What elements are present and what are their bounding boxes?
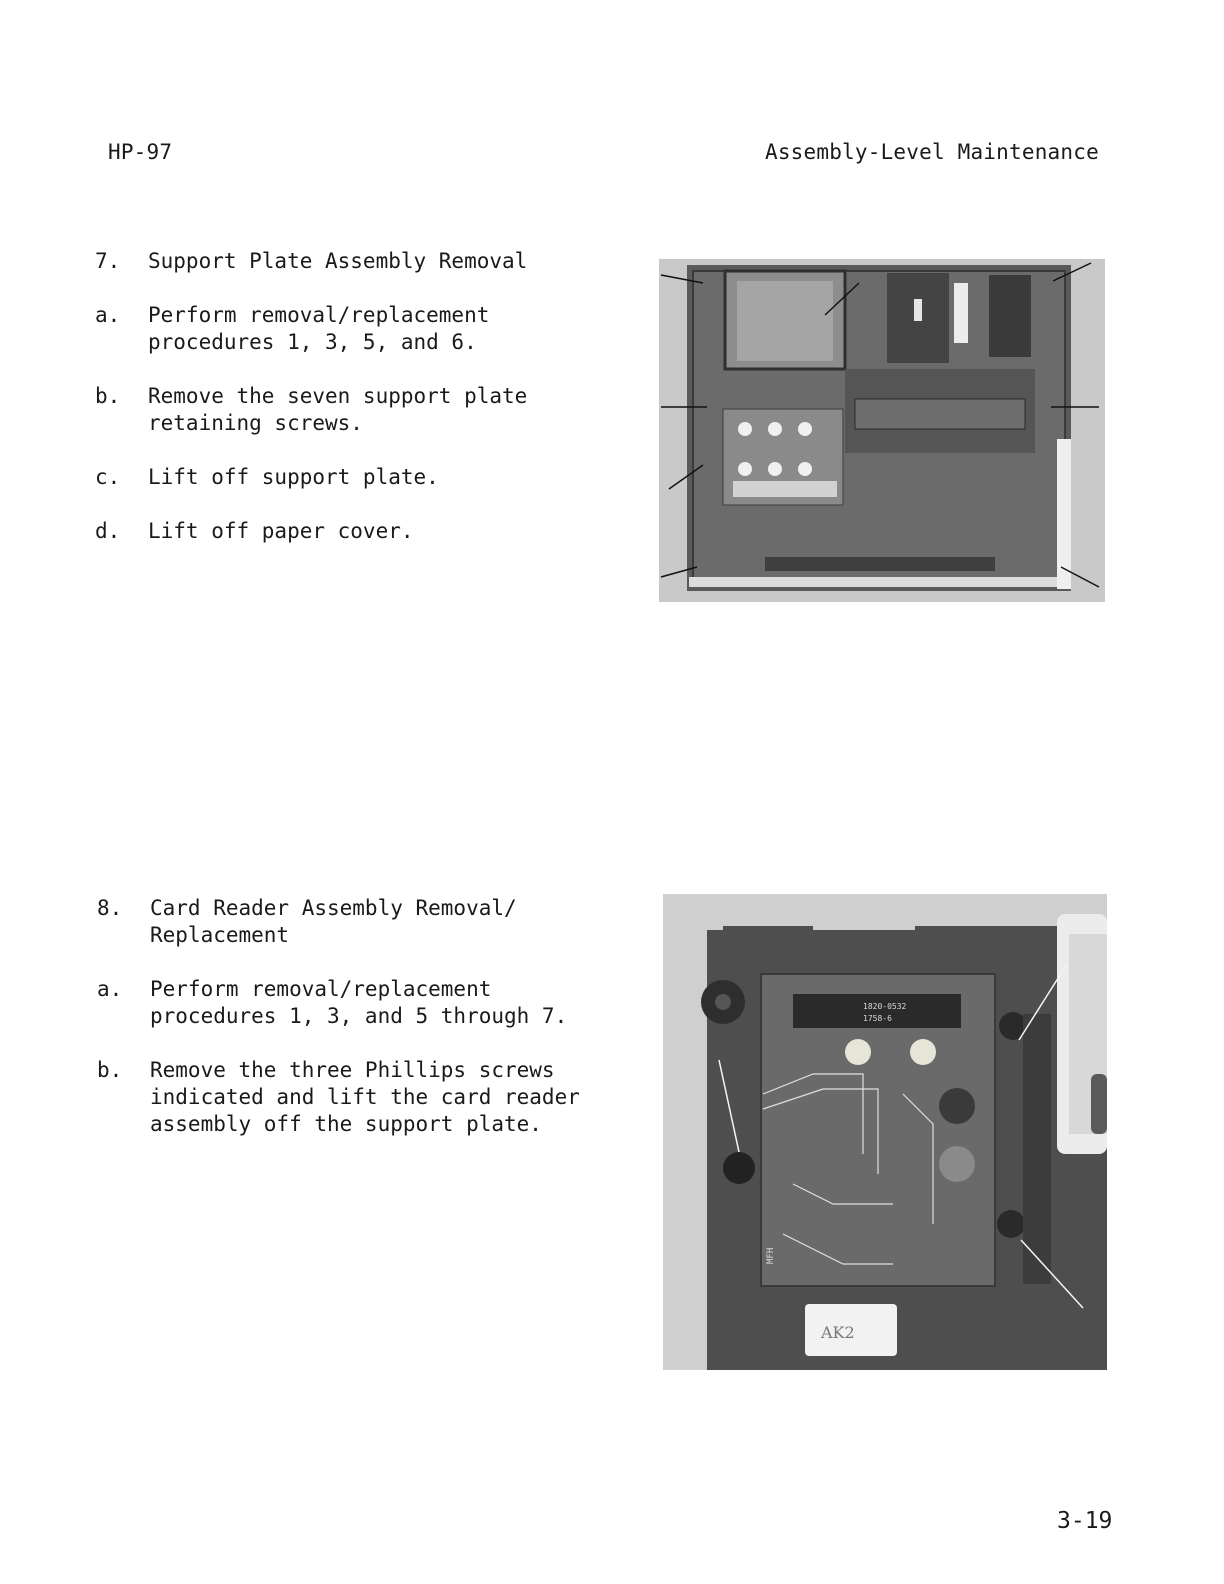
step-text: Remove the three Phillips screws indicated and lift the card reader assembly off the support plate. [150, 1058, 580, 1136]
step-label: b. [95, 384, 121, 408]
step-label: b. [97, 1058, 123, 1082]
step-7a [95, 302, 615, 356]
step-7b [95, 383, 615, 437]
section-8-heading [97, 895, 637, 949]
step-8b [97, 1057, 637, 1138]
step-8a [97, 976, 637, 1030]
step-text: Perform removal/replacement procedures 1, 3, and 5 through 7. [150, 977, 568, 1028]
step-text: Remove the seven support plate retaining screws. [148, 384, 528, 435]
page-number: 3-19 [1057, 1508, 1113, 1534]
header-section-title: Assembly-Level Maintenance [765, 140, 1099, 164]
step-text: Perform removal/replacement procedures 1, 3, 5, and 6. [148, 303, 490, 354]
handwritten-label: AK2 [821, 1323, 855, 1342]
section-7 [95, 248, 615, 572]
pcb-marking: 1820-0532 [863, 1002, 907, 1011]
pcb-marking: 1758-6 [863, 1014, 892, 1023]
section-7-heading [95, 248, 615, 275]
step-text: Lift off support plate. [148, 465, 439, 489]
section-8-number: 8. [97, 896, 123, 920]
step-7d [95, 518, 615, 545]
section-7-title: Support Plate Assembly Removal [148, 249, 528, 273]
section-8-title: Card Reader Assembly Removal/ Replacement [150, 896, 517, 947]
header-model: HP-97 [108, 140, 173, 164]
step-label: d. [95, 519, 121, 543]
step-7c [95, 464, 615, 491]
pcb-marking: MFH [766, 1247, 776, 1264]
section-7-number: 7. [95, 249, 121, 273]
section-8 [97, 895, 637, 1165]
support-plate-photo [659, 259, 1105, 602]
step-label: c. [95, 465, 121, 489]
card-reader-photo [663, 894, 1107, 1370]
step-label: a. [95, 303, 121, 327]
step-label: a. [97, 977, 123, 1001]
step-text: Lift off paper cover. [148, 519, 414, 543]
